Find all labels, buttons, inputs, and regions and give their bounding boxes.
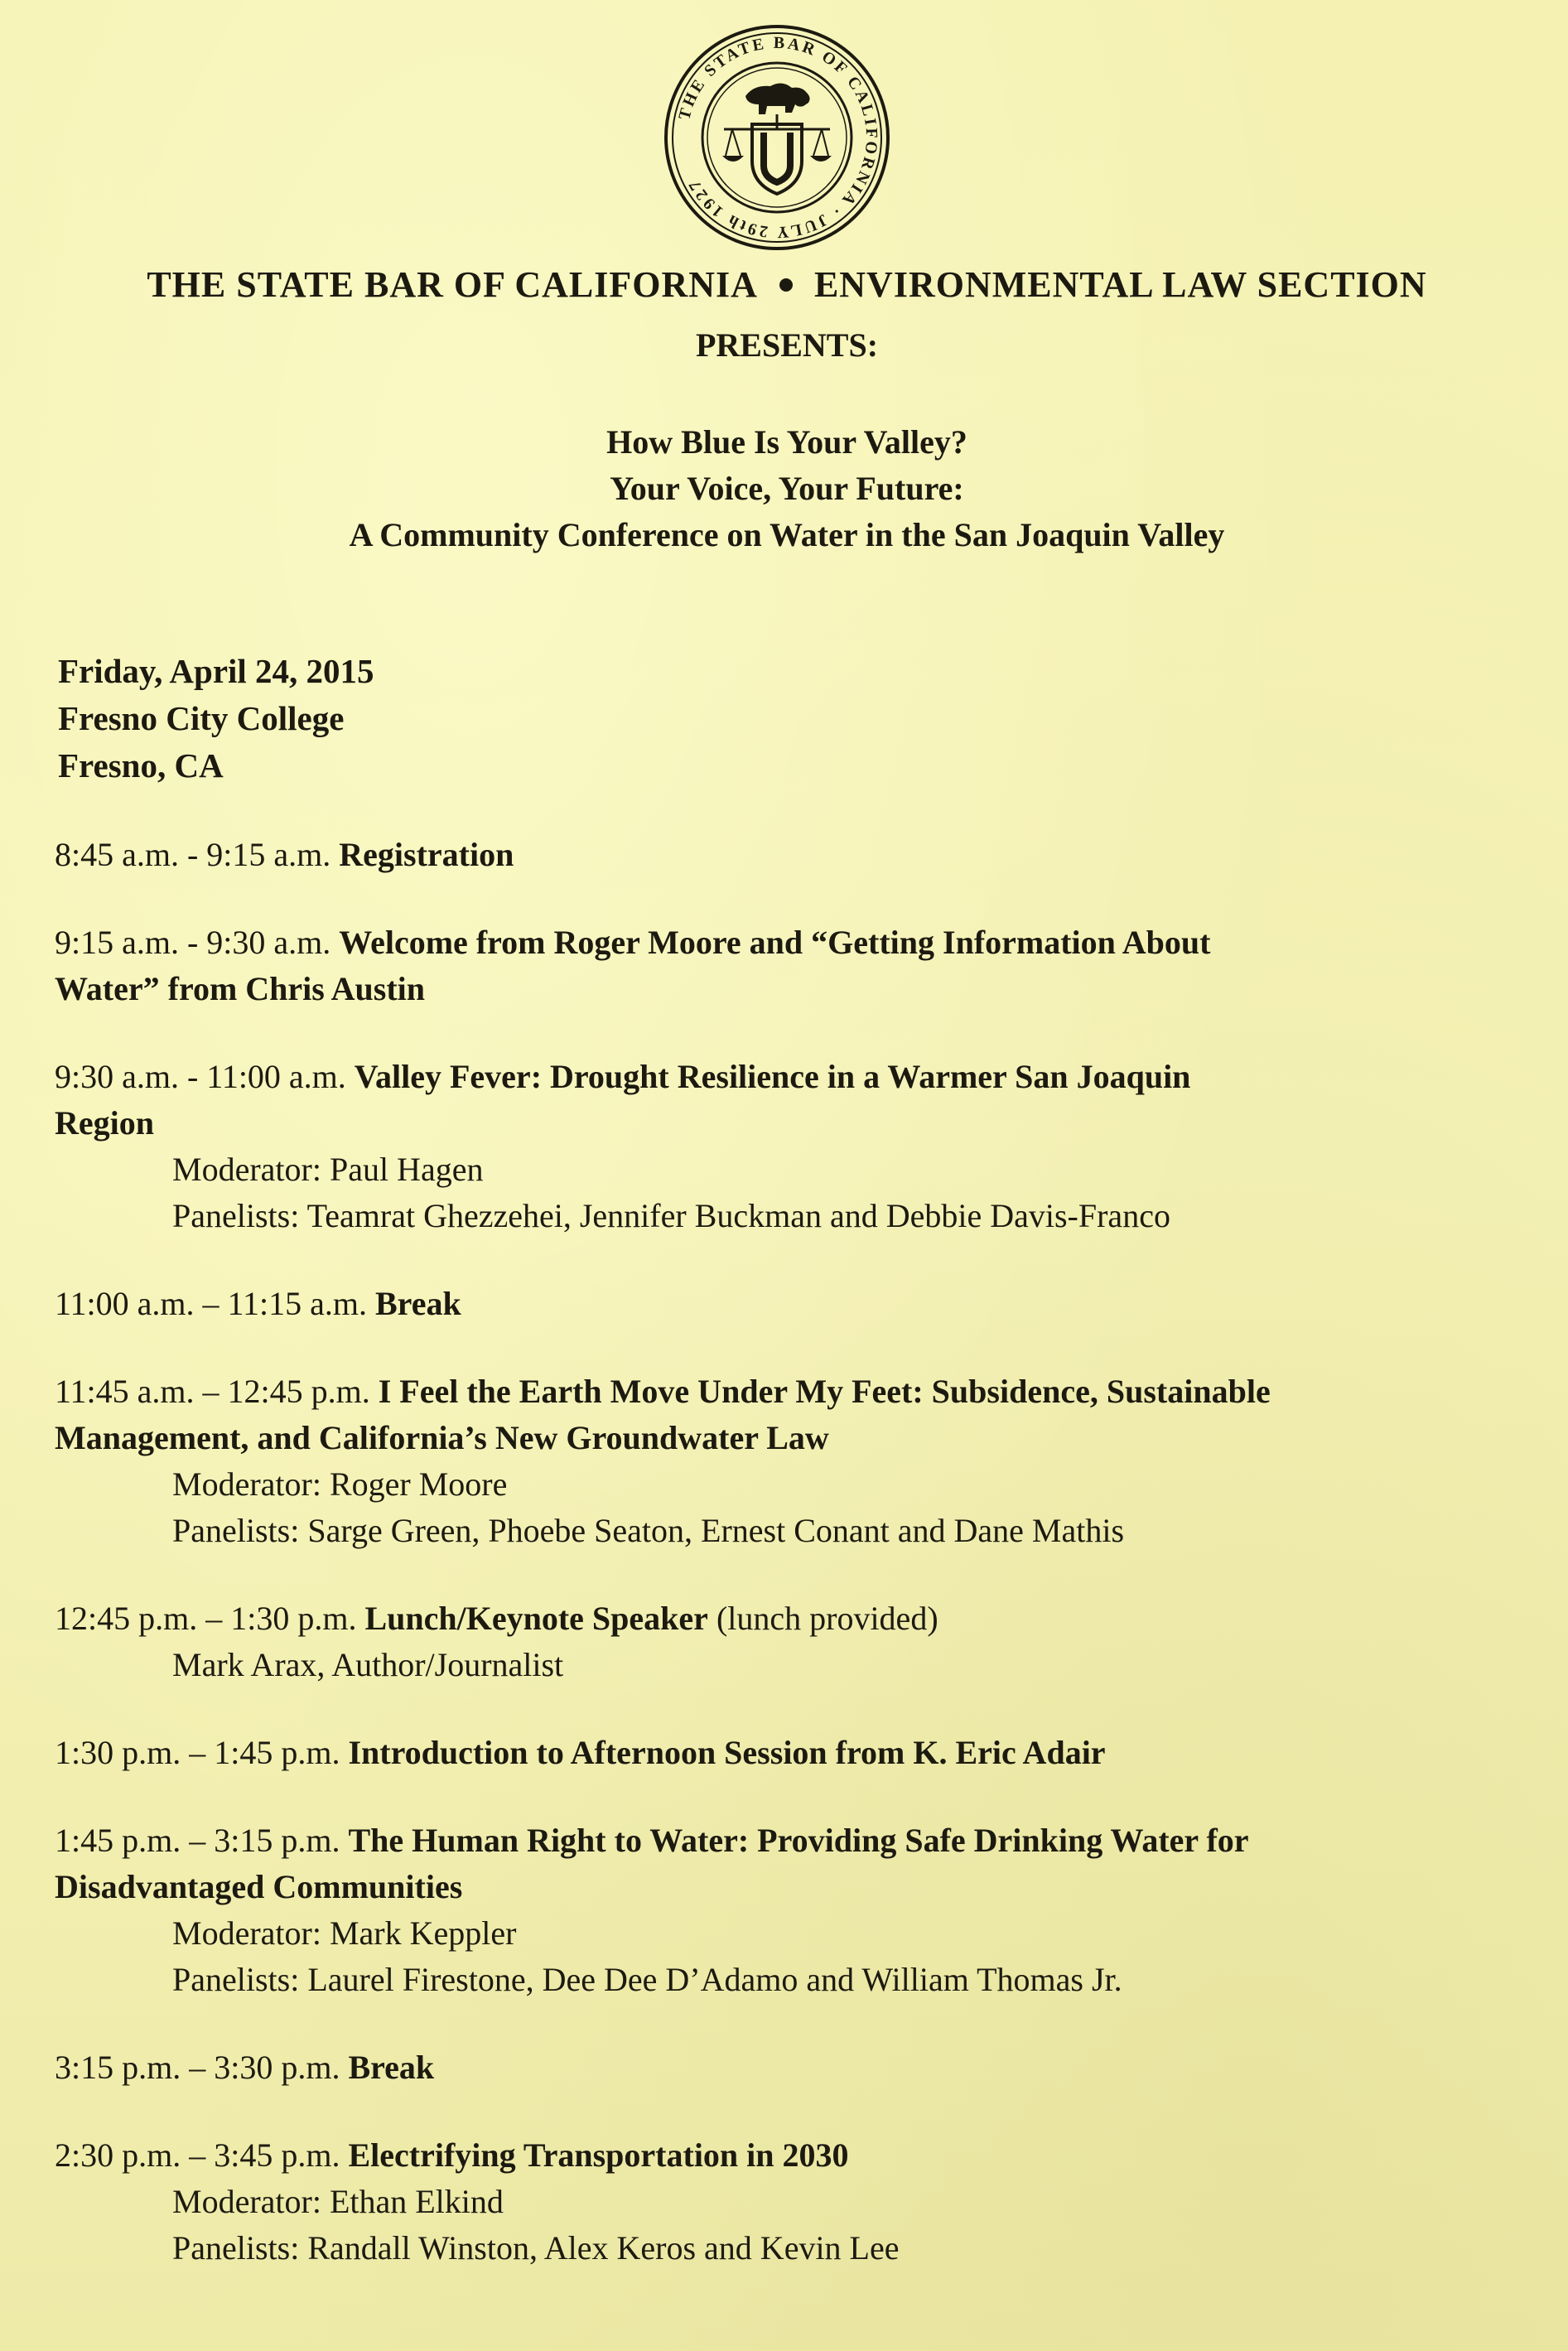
- item-title-continued: Disadvantaged Communities: [55, 1868, 463, 1905]
- schedule-item: [55, 1054, 1521, 1239]
- item-title: Lunch/Keynote Speaker: [364, 1600, 708, 1637]
- schedule-item: [55, 1818, 1521, 2003]
- item-moderator: Moderator: Ethan Elkind: [172, 2183, 504, 2220]
- item-time: 9:30 a.m. - 11:00 a.m.: [55, 1058, 346, 1095]
- item-title: Introduction to Afternoon Session from K. Eric Adair: [348, 1734, 1106, 1771]
- item-time: 12:45 p.m. – 1:30 p.m.: [55, 1600, 357, 1637]
- item-title: The Human Right to Water: Providing Safe Drinking Water for: [348, 1822, 1249, 1859]
- item-time: 11:45 a.m. – 12:45 p.m.: [55, 1373, 370, 1410]
- item-title: Valley Fever: Drought Resilience in a Warmer San Joaquin: [354, 1058, 1191, 1095]
- item-time: 2:30 p.m. – 3:45 p.m.: [55, 2136, 340, 2174]
- org-name: THE STATE BAR OF CALIFORNIA: [147, 264, 758, 305]
- svg-text:THE STATE BAR OF CALIFORNIA ·: [675, 34, 880, 241]
- event-venue: Fresno City College: [58, 699, 345, 737]
- item-note: (lunch provided): [716, 1600, 938, 1637]
- title-line-3: A Community Conference on Water in the San Joaquin Valley: [349, 516, 1225, 553]
- schedule: [55, 832, 1521, 2313]
- item-speaker: Mark Arax, Author/Journalist: [172, 1646, 564, 1683]
- item-time: 1:45 p.m. – 3:15 p.m.: [55, 1822, 340, 1859]
- item-title-continued: Water” from Chris Austin: [55, 970, 426, 1007]
- seal-ring-text: THE STATE BAR OF CALIFORNIA · JULY 29th 1927: [675, 33, 881, 242]
- bullet-dot-icon: [779, 278, 793, 292]
- state-bar-seal-icon: [663, 23, 891, 252]
- presents-label: PRESENTS:: [695, 326, 879, 364]
- conference-title: [83, 419, 1491, 558]
- section-name: ENVIRONMENTAL LAW SECTION: [813, 264, 1427, 305]
- event-info: [58, 648, 374, 789]
- item-title: Registration: [339, 836, 514, 873]
- item-moderator: Moderator: Paul Hagen: [172, 1151, 484, 1188]
- item-title: Break: [348, 2049, 435, 2086]
- item-time: 1:30 p.m. – 1:45 p.m.: [55, 1734, 340, 1771]
- title-line-1: How Blue Is Your Valley?: [606, 423, 967, 461]
- event-city: Fresno, CA: [58, 746, 224, 784]
- item-title: Break: [375, 1285, 461, 1322]
- schedule-item: [55, 2044, 1521, 2091]
- item-time: 9:15 a.m. - 9:30 a.m.: [55, 924, 331, 961]
- schedule-item: [55, 832, 1521, 878]
- schedule-item: [55, 1595, 1521, 1688]
- item-title: I Feel the Earth Move Under My Feet: Subsidence, Sustainable: [378, 1373, 1271, 1410]
- item-time: 11:00 a.m. – 11:15 a.m.: [55, 1285, 367, 1322]
- item-panelists: Panelists: Randall Winston, Alex Keros and Kevin Lee: [172, 2229, 900, 2267]
- organization-header: [83, 263, 1491, 306]
- item-time: 3:15 p.m. – 3:30 p.m.: [55, 2049, 340, 2086]
- schedule-item: [55, 2132, 1521, 2271]
- item-panelists: Panelists: Laurel Firestone, Dee Dee D’Adamo and William Thomas Jr.: [172, 1961, 1122, 1998]
- schedule-item: [55, 920, 1521, 1012]
- schedule-item: [55, 1281, 1521, 1327]
- item-panelists: Panelists: Sarge Green, Phoebe Seaton, Ernest Conant and Dane Mathis: [172, 1512, 1125, 1549]
- item-title-continued: Management, and California’s New Groundwater Law: [55, 1419, 829, 1456]
- item-title-continued: Region: [55, 1104, 154, 1142]
- event-date: Friday, April 24, 2015: [58, 652, 374, 690]
- item-moderator: Moderator: Mark Keppler: [172, 1914, 517, 1952]
- schedule-item: [55, 1369, 1521, 1554]
- item-title: Welcome from Roger Moore and “Getting Information About: [339, 924, 1211, 961]
- item-panelists: Panelists: Teamrat Ghezzehei, Jennifer Buckman and Debbie Davis-Franco: [172, 1197, 1170, 1234]
- item-moderator: Moderator: Roger Moore: [172, 1465, 508, 1503]
- item-title: Electrifying Transportation in 2030: [348, 2136, 849, 2174]
- title-line-2: Your Voice, Your Future:: [610, 470, 964, 507]
- item-time: 8:45 a.m. - 9:15 a.m.: [55, 836, 331, 873]
- schedule-item: [55, 1730, 1521, 1776]
